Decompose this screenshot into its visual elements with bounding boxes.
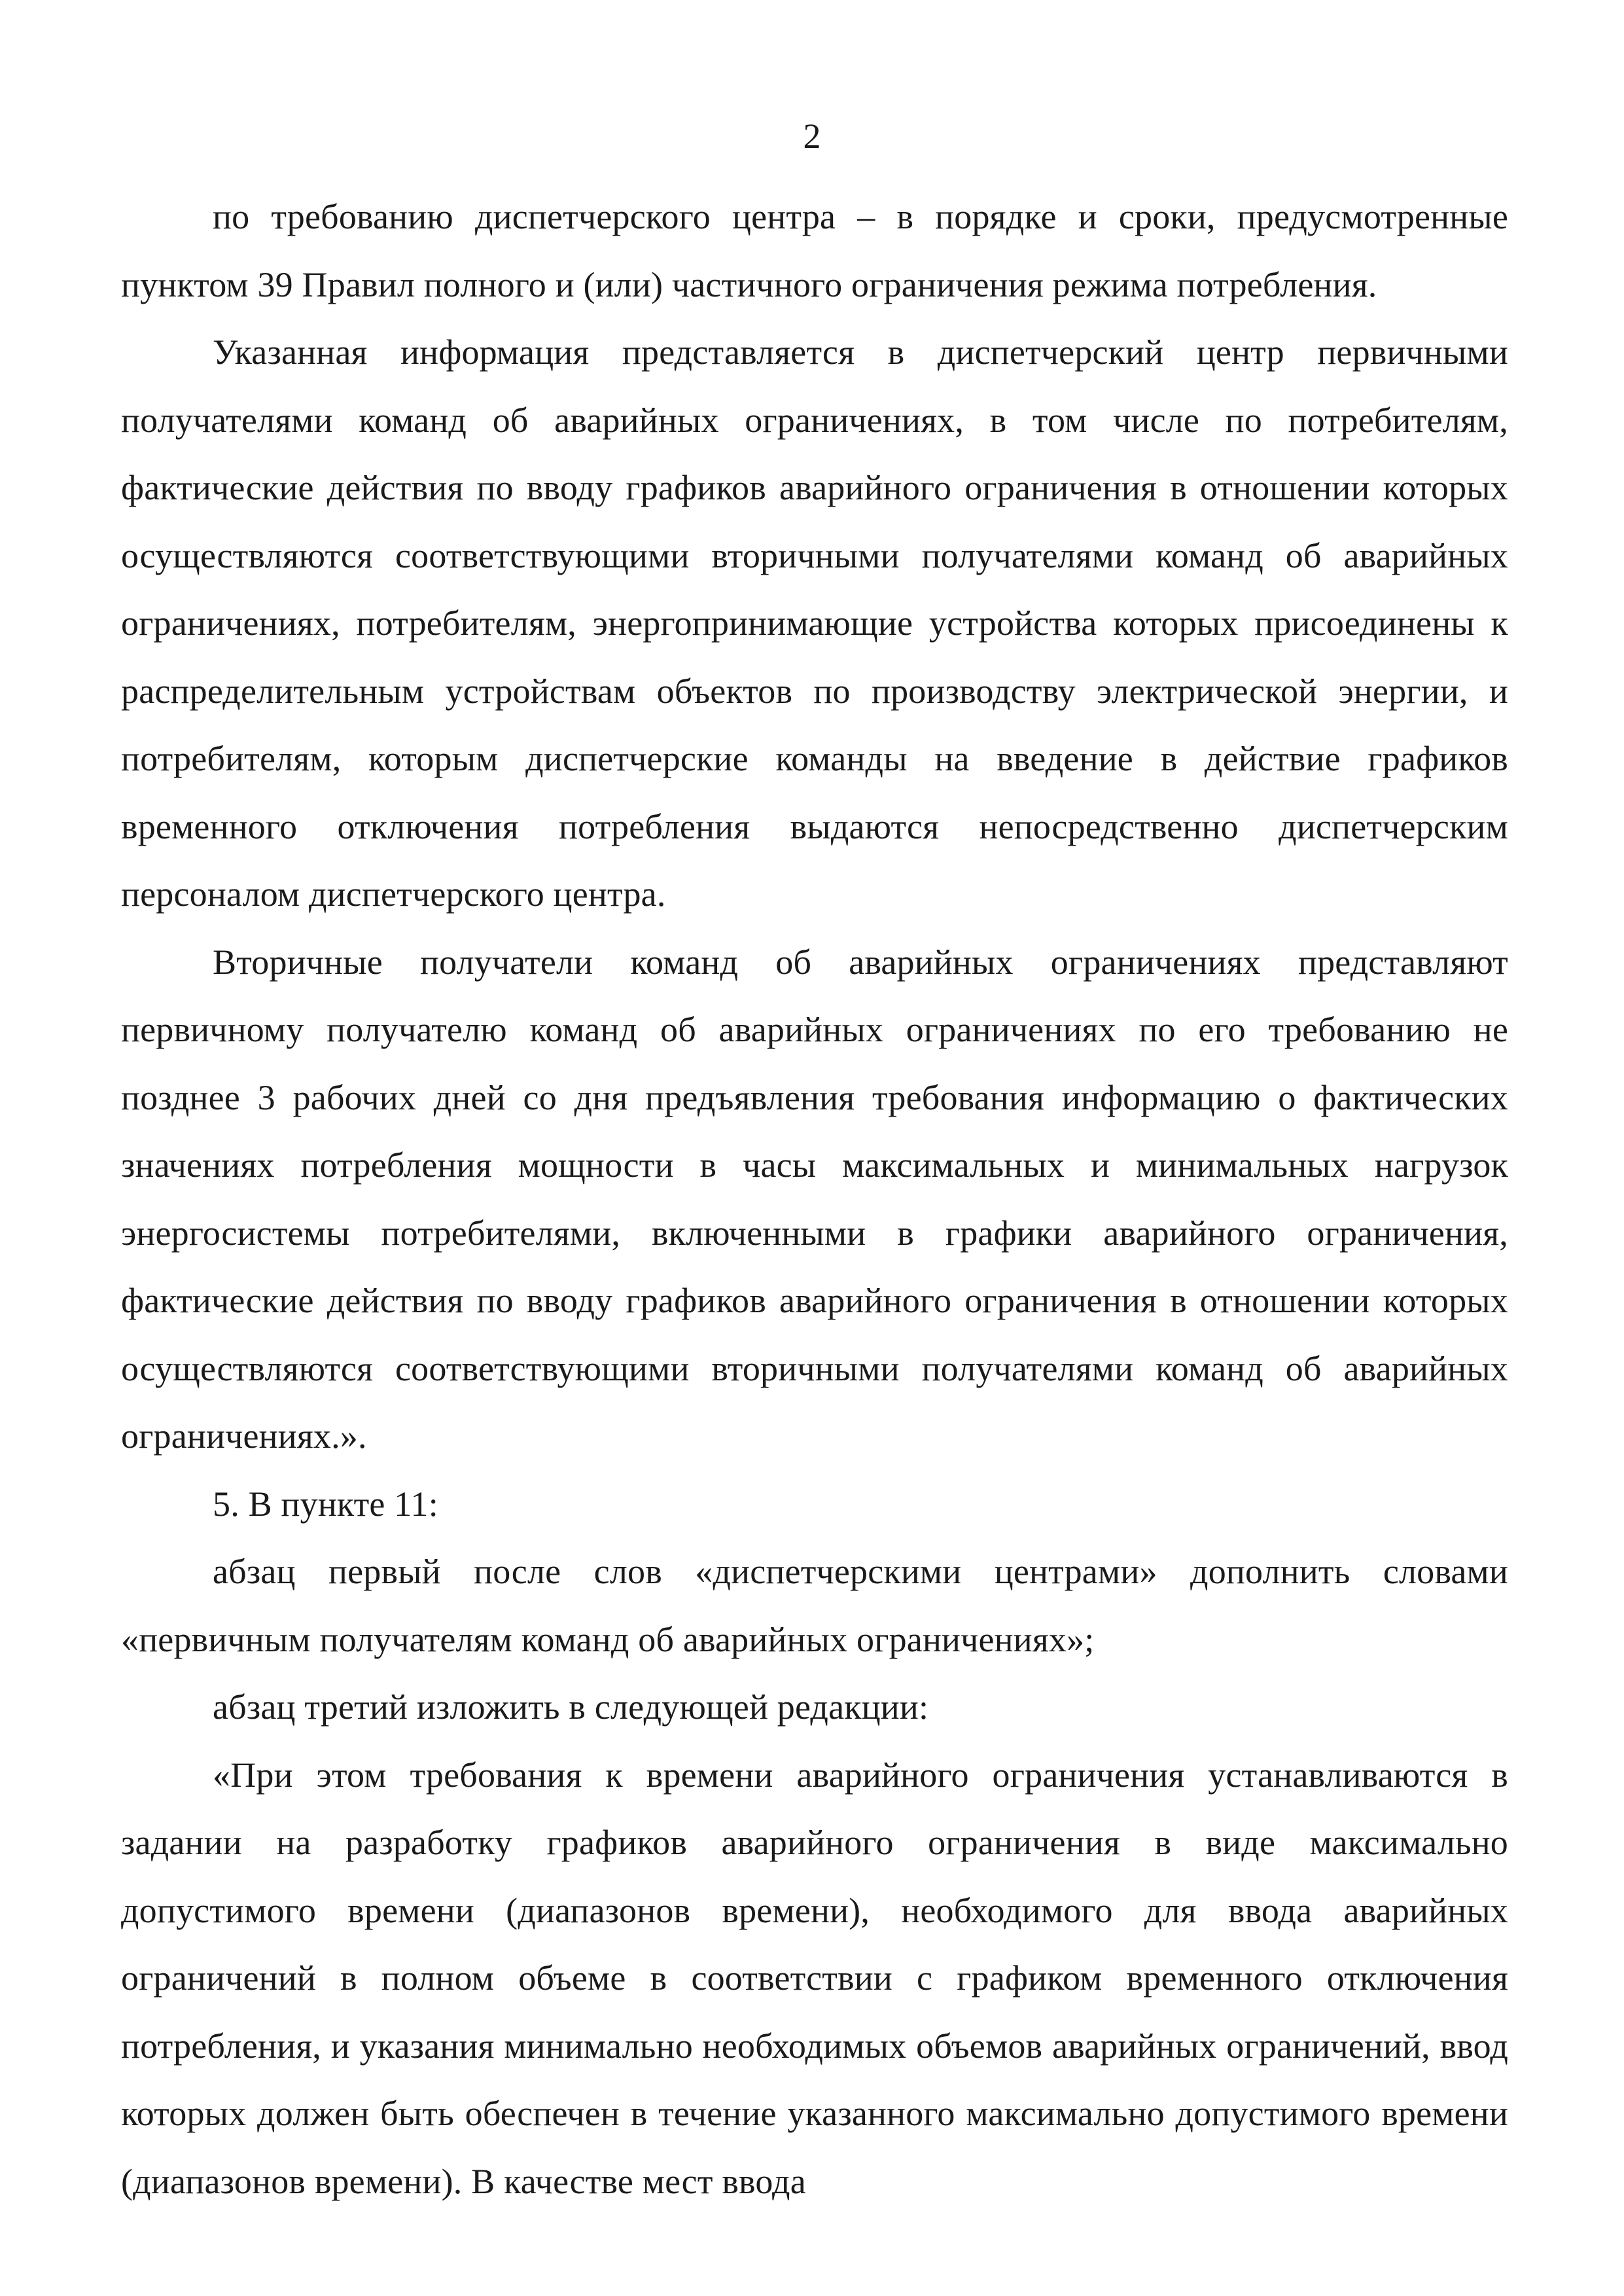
paragraph-item-5-heading: 5. В пункте 11:: [213, 1484, 438, 1524]
paragraph-third-abzac: абзац третий изложить в следующей редакции:: [213, 1687, 929, 1727]
paragraph-info-provision: Указанная информация представляется в диспетчерский центр первичными получателями команд об аварийных ограничениях, в том числе по потребителям, фактические действия по вводу графиков аварийного ограничения в отношении которых осуществляются соответствующими вторичными получателями команд об аварийных ограничениях, потребителям, энергопринимающие устройства которых присоединены к распределительным устройствам объектов по производству электрической энергии, и потребителям, которым диспетчерские команды на введение в действие графиков временного отключения потребления выдаются непосредственно диспетчерским персоналом диспетчерского центра.: [121, 332, 1508, 914]
paragraph-secondary-recipients: Вторичные получатели команд об аварийных ограничениях представляют первичному получателю команд об аварийных ограничениях по его требованию не позднее 3 рабочих дней со дня предъявления требования информацию о фактических значениях потребления мощности в часы максимальных и минимальных нагрузок энергосистемы потребителями, включенными в графики аварийного ограничения, фактические действия по вводу графиков аварийного ограничения в отношении которых осуществляются соответствующими вторичными получателями команд об аварийных ограничениях.».: [121, 942, 1508, 1456]
page-number: 2: [803, 117, 821, 156]
paragraph-continuation: по требованию диспетчерского центра – в порядке и сроки, предусмотренные пунктом 39 Правил полного и (или) частичного ограничения режима потребления.: [121, 197, 1508, 304]
paragraph-first-abzac: абзац первый после слов «диспетчерскими центрами» дополнить словами «первичным получателям команд об аварийных ограничениях»;: [121, 1552, 1508, 1659]
paragraph-new-wording: «При этом требования к времени аварийного ограничения устанавливаются в задании на разработку графиков аварийного ограничения в виде максимально допустимого времени (диапазонов времени), необходимого для ввода аварийных ограничений в полном объеме в соответствии с графиком временного отключения потребления, и указания минимально необходимых объемов аварийных ограничений, ввод которых должен быть обеспечен в течение указанного максимально допустимого времени (диапазонов времени). В качестве мест ввода: [121, 1755, 1508, 2201]
document-body: [121, 183, 1508, 2215]
